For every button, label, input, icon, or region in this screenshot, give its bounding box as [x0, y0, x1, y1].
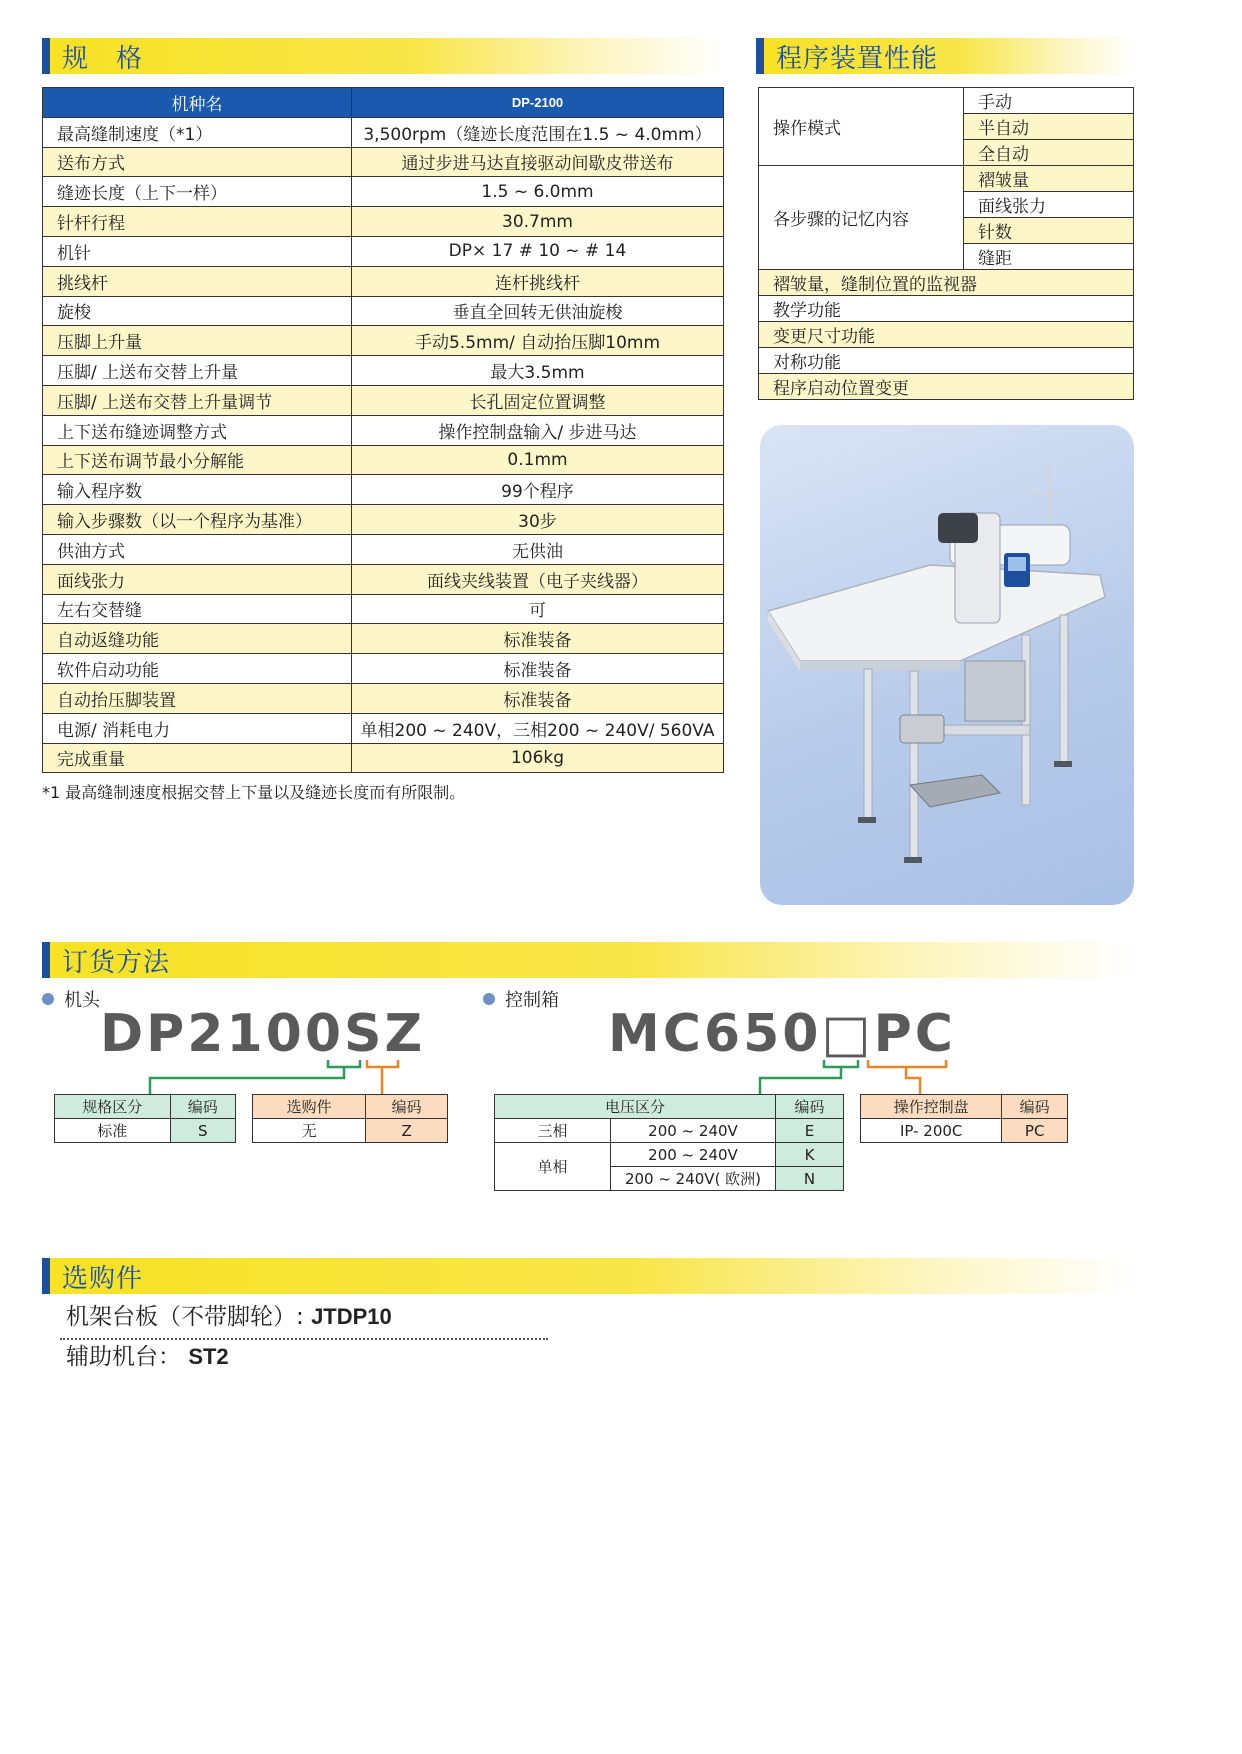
spec-item-name: 面线张力 [43, 564, 352, 594]
table-cell: Z [366, 1119, 448, 1143]
table-cell: S [170, 1119, 235, 1143]
spec-item-value: DP× 17 # 10 ~ # 14 [352, 236, 724, 266]
spec-item-name: 最高缝制速度（*1） [43, 117, 352, 147]
spec-item-value: 0.1mm [352, 445, 724, 475]
spec-item-name: 机针 [43, 236, 352, 266]
program-section-title: 程序装置性能 [776, 43, 939, 74]
head-spec-code-table [54, 1094, 236, 1143]
option-aux-table-line [66, 1338, 229, 1371]
control-panel-code-table [860, 1094, 1068, 1143]
section-marker [42, 1258, 50, 1294]
spec-item-name: 上下送布调节最小分解能 [43, 445, 352, 475]
spec-item-value: 3,500rpm（缝迹长度范围在1.5 ~ 4.0mm） [352, 117, 724, 147]
spec-item-value: 长孔固定位置调整 [352, 385, 724, 415]
spec-item-name: 压脚上升量 [43, 326, 352, 356]
head-option-code-table [252, 1094, 448, 1143]
table-header: 操作控制盘 [861, 1095, 1002, 1119]
table-header: 选购件 [253, 1095, 366, 1119]
option-aux-code: ST2 [188, 1344, 229, 1369]
spec-item-name: 电源/ 消耗电力 [43, 713, 352, 743]
option-aux-label: 辅助机台： [66, 1344, 181, 1370]
spec-item-value: 标准装备 [352, 683, 724, 713]
feature-item: 程序启动位置变更 [759, 374, 1134, 400]
table-header: 电压区分 [495, 1095, 776, 1119]
order-section-title: 订货方法 [62, 947, 171, 978]
spec-item-value: 1.5 ~ 6.0mm [352, 177, 724, 207]
memory-item: 面线张力 [964, 192, 1134, 218]
spec-item-value: 连杆挑线杆 [352, 266, 724, 296]
table-cell: N [776, 1167, 844, 1191]
table-cell: IP- 200C [861, 1119, 1002, 1143]
spec-item-value: 垂直全回转无供油旋梭 [352, 296, 724, 326]
feature-item: 变更尺寸功能 [759, 322, 1134, 348]
spec-item-value: 30.7mm [352, 207, 724, 237]
spec-item-value: 通过步进马达直接驱动间歇皮带送布 [352, 147, 724, 177]
spec-item-name: 压脚/ 上送布交替上升量调节 [43, 385, 352, 415]
spec-item-value: 99个程序 [352, 475, 724, 505]
table-header: 编码 [1002, 1095, 1068, 1119]
spec-footnote: *1 最高缝制速度根据交替上下量以及缝迹长度而有所限制。 [42, 783, 466, 802]
mode-item: 全自动 [964, 140, 1134, 166]
spec-item-name: 旋梭 [43, 296, 352, 326]
step-memory-label: 各步骤的记忆内容 [759, 166, 964, 270]
table-cell: 标准 [55, 1119, 171, 1143]
spec-header-model: DP-2100 [352, 88, 724, 118]
spec-item-name: 软件启动功能 [43, 654, 352, 684]
spec-item-name: 送布方式 [43, 147, 352, 177]
spec-item-value: 单相200 ~ 240V，三相200 ~ 240V/ 560VA [352, 713, 724, 743]
feature-item: 褶皱量，缝制位置的监视器 [759, 270, 1134, 296]
spec-item-name: 上下送布缝迹调整方式 [43, 415, 352, 445]
mode-item: 半自动 [964, 114, 1134, 140]
spec-item-name: 针杆行程 [43, 207, 352, 237]
spec-item-value: 可 [352, 594, 724, 624]
table-cell: 三相 [495, 1119, 611, 1143]
option-stand-code: JTDP10 [311, 1304, 392, 1329]
head-model-code: DP2100SZ [100, 1004, 426, 1064]
table-header: 编码 [776, 1095, 844, 1119]
spec-item-name: 输入程序数 [43, 475, 352, 505]
spec-item-name: 挑线杆 [43, 266, 352, 296]
table-cell: 单相 [495, 1143, 611, 1191]
spec-item-value: 无供油 [352, 534, 724, 564]
table-header: 编码 [366, 1095, 448, 1119]
table-cell: 200 ~ 240V( 欧洲) [611, 1167, 776, 1191]
spec-item-name: 供油方式 [43, 534, 352, 564]
control-box-model-code: MC650□PC [608, 1004, 956, 1064]
table-cell: PC [1002, 1119, 1068, 1143]
option-stand-line [66, 1298, 392, 1331]
spec-item-value: 标准装备 [352, 654, 724, 684]
table-header: 规格区分 [55, 1095, 171, 1119]
feature-item: 对称功能 [759, 348, 1134, 374]
feature-item: 教学功能 [759, 296, 1134, 322]
table-header: 编码 [170, 1095, 235, 1119]
spec-item-value: 最大3.5mm [352, 356, 724, 386]
spec-item-value: 手动5.5mm/ 自动抬压脚10mm [352, 326, 724, 356]
table-cell: 200 ~ 240V [611, 1119, 776, 1143]
voltage-code-table [494, 1094, 844, 1191]
spec-item-name: 缝迹长度（上下一样） [43, 177, 352, 207]
spec-item-value: 标准装备 [352, 624, 724, 654]
spec-item-value: 操作控制盘输入/ 步进马达 [352, 415, 724, 445]
table-cell: 无 [253, 1119, 366, 1143]
table-cell: 200 ~ 240V [611, 1143, 776, 1167]
mode-item: 手动 [964, 88, 1134, 114]
machine-head-label-text: 机头 [64, 990, 100, 1011]
spec-header-key: 机种名 [43, 88, 352, 118]
spec-item-name: 左右交替缝 [43, 594, 352, 624]
options-section-header [42, 1258, 1134, 1294]
spec-item-value: 面线夹线装置（电子夹线器） [352, 564, 724, 594]
memory-item: 针数 [964, 218, 1134, 244]
spec-item-name: 自动抬压脚装置 [43, 683, 352, 713]
spec-item-value: 30步 [352, 505, 724, 535]
control-box-label-text: 控制箱 [505, 990, 559, 1011]
memory-item: 褶皱量 [964, 166, 1134, 192]
table-cell: E [776, 1119, 844, 1143]
table-cell: K [776, 1143, 844, 1167]
spec-item-name: 完成重量 [43, 743, 352, 773]
spec-item-name: 压脚/ 上送布交替上升量 [43, 356, 352, 386]
spec-item-name: 自动返缝功能 [43, 624, 352, 654]
option-stand-label: 机架台板（不带脚轮）: [66, 1304, 304, 1330]
spec-item-value: 106kg [352, 743, 724, 773]
memory-item: 缝距 [964, 244, 1134, 270]
spec-section-title: 规 格 [62, 43, 144, 74]
options-section-title: 选购件 [62, 1263, 144, 1294]
operation-mode-label: 操作模式 [759, 88, 964, 166]
spec-item-name: 输入步骤数（以一个程序为基准） [43, 505, 352, 535]
